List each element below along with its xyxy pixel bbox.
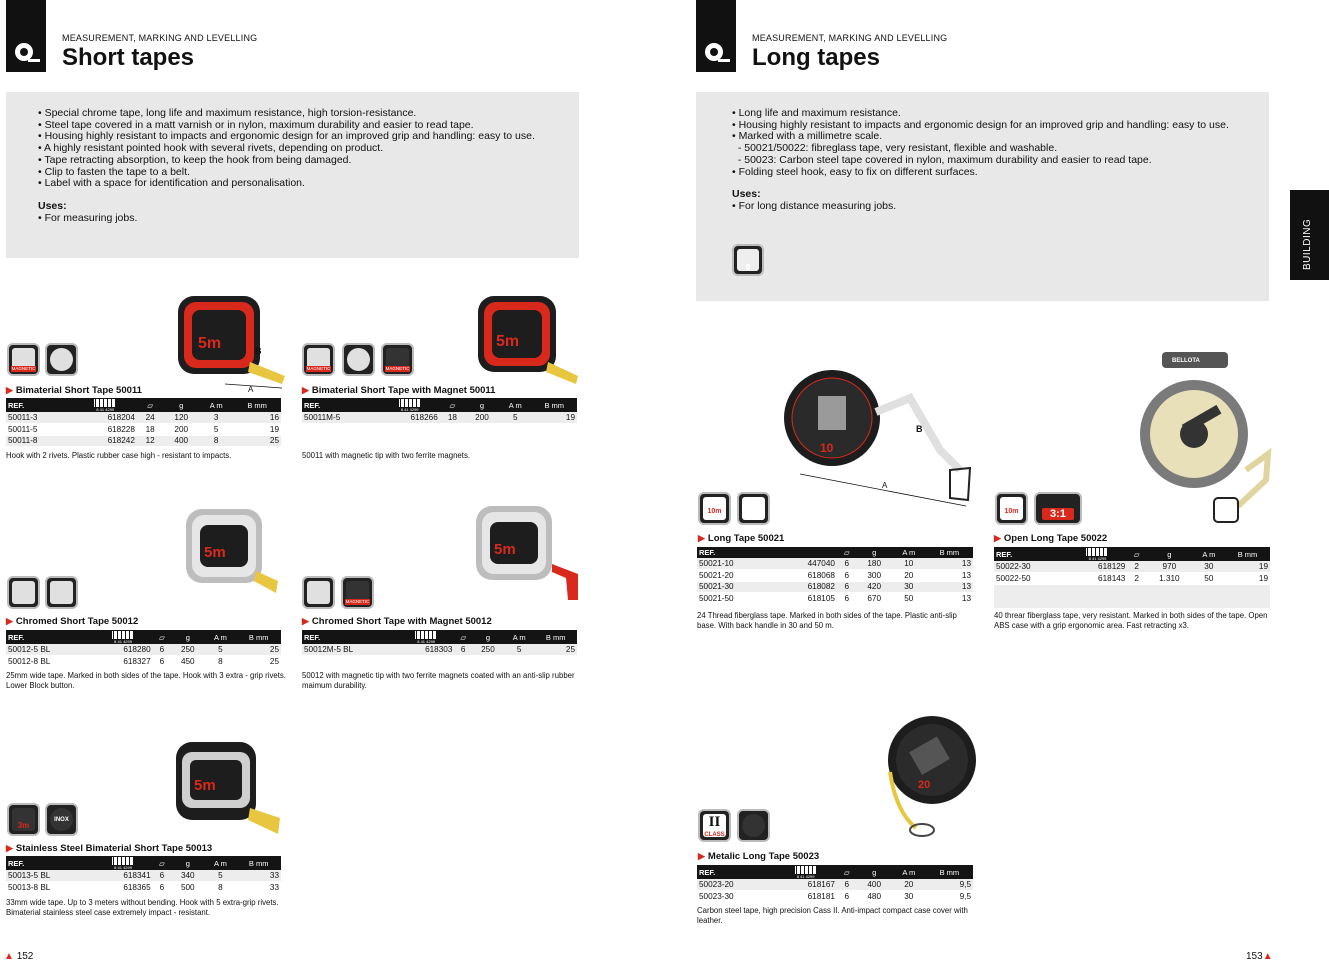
product-table: REF. ▱ g A m B mm 50021-10 447040 6 180 10 13 50021-20 618068 6 300 20 13 50021-30 618082 6 420 30 13 50021-50 618105 6 670 50 13 — [699, 548, 971, 603]
table-row: 50012-5 BL 618280 6 250 5 25 — [8, 645, 279, 655]
impact-feature-icon — [342, 343, 375, 376]
product-table: REF. 8 41 4299 ▱ g A m B mm 50023-20 618167 6 400 20 9,5 50023-30 618181 6 480 30 9,5 — [697, 865, 973, 903]
table-row: 50023-20 618167 6 400 20 9,5 — [699, 880, 971, 890]
table-row: 50022-30 618129 2 970 30 19 — [996, 562, 1268, 572]
page-number-right: 153▲ — [1246, 951, 1273, 962]
product-description: 50011 with magnetic tip with two ferrite magnets. — [302, 451, 471, 460]
pack-icon-header: ▱ — [137, 398, 163, 412]
feature-line: - 50021/50022: fibreglass tape, very resistant, flexible and washable. — [732, 142, 1058, 155]
table-row: 50022-50 618143 2 1.310 50 19 — [996, 573, 1268, 583]
feature-line: • A highly resistant pointed hook with several rivets, depending on product. — [38, 142, 384, 155]
svg-text:5m: 5m — [198, 335, 222, 352]
hook-zero-icon: 0 — [732, 244, 764, 276]
class-two-icon: II CLASS — [698, 809, 731, 842]
uses-label: Uses: — [38, 199, 67, 212]
product-description: 33mm wide tape. Up to 3 meters without bending. Hook with 5 extra-grip rivets. Bimaterial stainless steel case extremely impact - resistant. — [6, 898, 279, 917]
table-row: 50012-8 BL 618327 6 450 8 25 — [8, 656, 279, 666]
barcode-header: 8 41 4299 — [74, 398, 137, 412]
feature-line: • Housing highly resistant to impacts and ergonomic design for an improved grip and handling: easy to use. — [38, 130, 535, 143]
product-table: REF. 8 41 4299 ▱ g A m B mm 50013-5 BL 618341 6 340 5 33 50013-8 BL 618365 6 500 8 33 — [6, 856, 281, 894]
dimension-a-label: A — [882, 481, 888, 490]
product-description: 25mm wide tape. Marked in both sides of the tape. Hook with 3 extra - grip rivets. Lower Block button. — [6, 671, 286, 690]
table-row: 50012M-5 BL 618303 6 250 5 25 — [304, 645, 575, 655]
product-title: ▶ Long Tape 50021 — [698, 533, 785, 544]
bellota-logo-icon: ▲ — [4, 951, 14, 962]
table-row: 50021-50 618105 6 670 50 13 — [699, 593, 971, 603]
ten-meter-icon: 10m — [698, 492, 731, 525]
table-row: 50011M-5 618266 18 200 5 19 — [304, 413, 575, 423]
product-description: 40 threar fiberglass tape, very resistant. Marked in both sides of the tape. Open ABS case with a grip ergonomic area. Fast retracting x3. — [994, 611, 1268, 630]
svg-text:5m: 5m — [204, 544, 226, 561]
svg-text:5m: 5m — [494, 541, 516, 558]
metallic-long-tape-image — [882, 712, 978, 844]
product-title-text: Bimaterial Short Tape 50011 — [15, 385, 142, 396]
svg-text:20: 20 — [918, 779, 931, 791]
feature-line: • Marked with a millimetre scale. — [732, 130, 883, 143]
product-table: REF. 8 41 4299 ▱ g A m B mm 50011M-5 618266 18 200 5 19 — [302, 398, 577, 424]
dimension-a-label: A — [248, 385, 254, 394]
table-row: 50011-8 618242 12 400 8 25 — [8, 436, 279, 446]
feature-line: • Clip to fasten the tape to a belt. — [38, 165, 190, 178]
feature-line: • Housing highly resistant to impacts and ergonomic design for an improved grip and handling: easy to use. — [732, 118, 1229, 131]
product-table — [6, 398, 281, 447]
features-box — [6, 92, 579, 258]
tape-width-icon — [302, 576, 335, 609]
three-meter-icon: 3m — [7, 803, 40, 836]
dimension-b-label: B — [916, 424, 923, 434]
table-row: 50021-30 618082 6 420 30 13 — [699, 582, 971, 592]
weight-header: g — [163, 398, 199, 412]
product-title: ▶ Chromed Short Tape 50012 — [6, 616, 139, 627]
features-box — [696, 92, 1269, 301]
side-tab-building: BUILDING — [1290, 190, 1329, 280]
magnet-tape-image — [474, 292, 584, 388]
section-label: MEASUREMENT, MARKING AND LEVELLING — [62, 33, 258, 43]
feature-line: • Special chrome tape, long life and maximum resistance, high torsion-resistance. — [38, 107, 417, 119]
chromed-tape-image — [182, 505, 282, 597]
ten-meter-icon: 10m — [995, 492, 1028, 525]
magnetic-tag: MAGNETIC — [11, 366, 36, 371]
feature-line: • Steel tape covered in a matt varnish or in nylon, maximum durability and easier to read tape. — [38, 118, 474, 131]
product-description: Hook with 2 rivets. Plastic rubber case high - resistant to impacts. — [6, 451, 232, 460]
magnet-tip-icon: MAGNETIC — [381, 343, 414, 376]
product-description: Carbon steel tape, high precision Cass II. Anti-impact compact case cover with leather. — [697, 906, 968, 925]
feature-line: • Folding steel hook, easy to fix on different surfaces. — [732, 165, 978, 178]
tape-measure-icon — [12, 40, 42, 68]
chromed-magnet-tape-image — [472, 502, 582, 604]
table-row: 50013-8 BL 618365 6 500 8 33 — [8, 882, 279, 892]
table-row: 50021-20 618068 6 300 20 13 — [699, 570, 971, 580]
table-row: 50013-5 BL 618341 6 340 5 33 — [8, 871, 279, 881]
section-label: MEASUREMENT, MARKING AND LEVELLING — [752, 33, 948, 43]
product-title: ▶ Metalic Long Tape 50023 — [698, 851, 820, 862]
width-header: B mm — [233, 398, 281, 412]
product-table: REF. 8 41 4299 ▱ g A m B mm 50012M-5 BL 618303 6 250 5 25 — [302, 630, 577, 656]
tape-width-icon — [7, 576, 40, 609]
uses-label: Uses: — [732, 188, 761, 201]
long-tape-image — [780, 360, 980, 510]
length-header: A m — [199, 398, 233, 412]
uses-line: • For measuring jobs. — [38, 211, 138, 224]
dimension-b-label: B — [255, 346, 262, 356]
section-icon-box — [696, 0, 736, 72]
fast-retract-icon: 3:1 — [1034, 492, 1082, 525]
product-table: REF. 8 41 4299 ▱ g A m B mm 50012-5 BL 618280 6 250 5 25 50012-8 BL 618327 6 450 8 25 — [6, 630, 281, 668]
inox-icon: INOX — [45, 803, 78, 836]
table-row: 50023-30 618181 6 480 30 9,5 — [699, 891, 971, 901]
feature-line: • Label with a space for identification and personalisation. — [38, 177, 305, 190]
product-title: ▶ Stainless Steel Bimaterial Short Tape 50013 — [6, 843, 213, 854]
product-title: ▶ Chromed Short Tape with Magnet 50012 — [302, 616, 492, 627]
svg-text:10: 10 — [820, 441, 834, 455]
table-row: 50011-3 618204 24 120 3 16 — [8, 413, 279, 423]
magnetic-feature-icon: MAGNETIC — [302, 343, 335, 376]
feature-line: - 50023: Carbon steel tape covered in nylon, maximum durability and easier to read tape. — [732, 153, 1152, 166]
bimaterial-tape-image — [170, 292, 290, 390]
product-title — [6, 385, 142, 396]
section-icon-box — [6, 0, 46, 72]
bellota-logo-icon: ▲ — [1262, 951, 1273, 962]
leather-case-icon — [737, 809, 770, 842]
handle-icon — [737, 492, 770, 525]
triangle-bullet-icon: ▶ — [6, 385, 13, 395]
tape-measure-icon — [702, 40, 732, 68]
uses-line: • For long distance measuring jobs. — [732, 199, 897, 212]
product-description: 50012 with magnetic tip with two ferrite magnets coated with an anti-slip rubber maimum durability. — [302, 671, 575, 690]
product-table: REF. 8 41 4299 ▱ g A m B mm 50022-30 618129 2 970 30 19 50022-50 618143 2 1.310 50 19 — [994, 547, 1270, 609]
feature-line: • Long life and maximum resistance. — [732, 107, 901, 119]
product-title: ▶ Open Long Tape 50022 — [994, 533, 1108, 544]
open-long-tape-image — [1128, 350, 1274, 526]
page-number-left: ▲ 152 — [4, 951, 34, 962]
svg-text:5m: 5m — [194, 777, 216, 794]
table-row: 50021-10 447040 6 180 10 13 — [699, 559, 971, 568]
impact-feature-icon — [45, 343, 78, 376]
block-button-icon — [45, 576, 78, 609]
product-description: 24 Thread fiberglass tape. Marked in both sides of the tape. Plastic anti-slip base. With back handle in 30 and 50 m. — [697, 611, 957, 630]
product-title: ▶ Bimaterial Short Tape with Magnet 50011 — [302, 385, 496, 396]
feature-line: • Tape retracting absorption, to keep the hook from being damaged. — [38, 153, 352, 166]
magnetic-feature-icon — [7, 343, 40, 376]
ref-header: REF. — [6, 398, 74, 412]
brand-text: BELLOTA — [1172, 358, 1200, 364]
stainless-tape-image — [170, 738, 284, 838]
page-title: Long tapes — [752, 44, 881, 71]
magnet-tip-icon: MAGNETIC — [341, 576, 374, 609]
table-row: 50011-5 618228 18 200 5 19 — [8, 424, 279, 434]
page-title: Short tapes — [62, 44, 195, 71]
svg-text:5m: 5m — [496, 333, 520, 350]
